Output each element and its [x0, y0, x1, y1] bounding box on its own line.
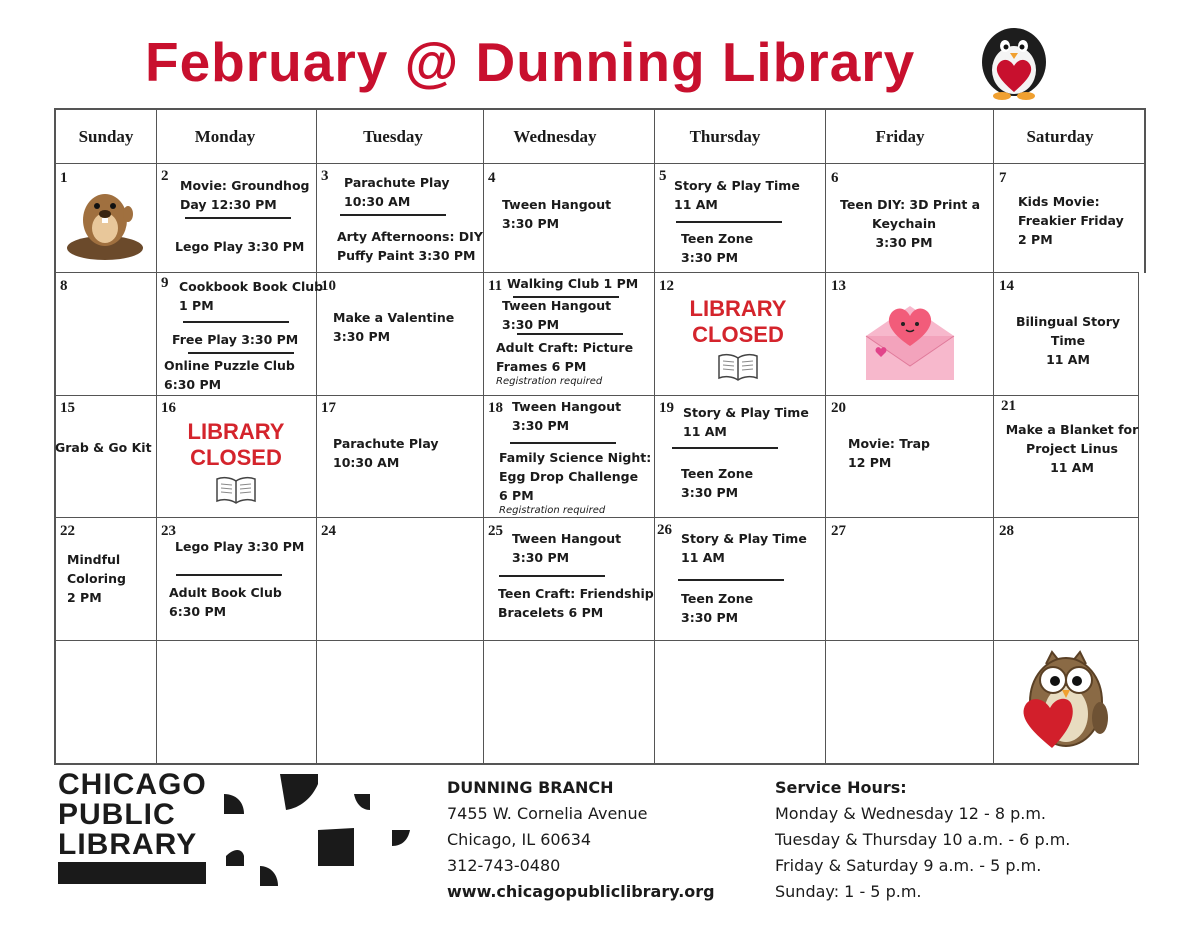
- event-text: Movie: Trap: [848, 436, 930, 451]
- weekday-header: Sunday: [78, 127, 134, 146]
- event: [840, 195, 981, 252]
- event-text: 6 PM: [499, 488, 534, 503]
- library-closed-notice: [683, 296, 793, 382]
- event: [1004, 312, 1132, 369]
- branch-phone: 312-743-0480: [447, 856, 561, 875]
- library-closed-notice: [181, 419, 291, 505]
- event-text: Coloring: [67, 571, 126, 586]
- day-number: 14: [999, 278, 1014, 294]
- logo-text: LIBRARY: [58, 828, 198, 861]
- event-text: Tween Hangout: [512, 531, 622, 546]
- event-text: Cookbook Book Club: [179, 279, 324, 294]
- day-number: 11: [488, 278, 503, 294]
- event-text: 11 AM: [1050, 460, 1094, 475]
- separator: [517, 333, 623, 335]
- event-text: 3:30 PM: [681, 250, 739, 265]
- event-text: Family Science Night:: [499, 450, 652, 465]
- separator: [185, 217, 291, 219]
- event-text: Online Puzzle Club: [164, 358, 295, 373]
- day-number: 28: [999, 523, 1014, 539]
- event: [498, 584, 654, 622]
- event: [681, 529, 807, 567]
- closed-text: LIBRARY: [187, 419, 285, 444]
- event-text: Story & Play Time: [674, 178, 800, 193]
- event: [502, 195, 611, 233]
- valentine-envelope-illustration: [862, 296, 958, 384]
- day-number: 16: [161, 400, 176, 416]
- event-text: 6:30 PM: [169, 604, 227, 619]
- event-text: Tween Hangout: [512, 399, 622, 414]
- closed-text: CLOSED: [190, 445, 282, 470]
- event-text: 3:30 PM: [681, 485, 739, 500]
- event: [175, 537, 304, 556]
- event: [499, 448, 651, 505]
- event-text: Parachute Play: [344, 175, 450, 190]
- logo-graphic-shapes: [220, 770, 420, 890]
- event: [67, 550, 126, 607]
- event: [169, 583, 282, 621]
- groundhog-illustration: [66, 176, 144, 260]
- event-text: Tween Hangout: [502, 197, 612, 212]
- event-text: 11 AM: [674, 197, 718, 212]
- separator: [499, 575, 605, 577]
- event: [496, 338, 633, 376]
- weekday-header: Thursday: [689, 127, 761, 146]
- event-text: Teen DIY: 3D Print a: [840, 197, 981, 212]
- event-text: Puffy Paint 3:30 PM: [337, 248, 476, 263]
- day-number: 5: [659, 168, 667, 184]
- event-text: 3:30 PM: [875, 235, 933, 250]
- event-text: Keychain: [871, 216, 937, 231]
- branch-address: 7455 W. Cornelia Avenue: [447, 804, 648, 823]
- separator: [188, 352, 294, 354]
- separator: [340, 214, 446, 216]
- day-number: 8: [60, 278, 68, 294]
- weekday-header: Saturday: [1026, 127, 1094, 146]
- event-text: Teen Zone: [681, 466, 754, 481]
- branch-name: DUNNING BRANCH: [447, 778, 614, 797]
- event-text: Project Linus: [1026, 441, 1118, 456]
- event: [344, 173, 450, 211]
- event-text: 1 PM: [179, 298, 214, 313]
- event-text: Story & Play Time: [683, 405, 809, 420]
- day-number: 15: [60, 400, 75, 416]
- branch-info: [447, 775, 715, 905]
- logo-text: CHICAGO: [58, 768, 207, 801]
- day-number: 22: [60, 523, 75, 539]
- separator: [183, 321, 289, 323]
- event-text: Teen Craft: Friendship: [498, 586, 654, 601]
- event-text: 11 AM: [681, 550, 725, 565]
- logo-bar: [58, 862, 206, 884]
- event-text: Arty Afternoons: DIY: [337, 229, 483, 244]
- day-number: 25: [488, 523, 503, 539]
- registration-note: Registration required: [496, 376, 603, 387]
- event-text: Make a Blanket for: [1005, 422, 1139, 437]
- event-text: 3:30 PM: [512, 550, 570, 565]
- event-text: 10:30 AM: [333, 455, 400, 470]
- event-text: 6:30 PM: [164, 377, 222, 392]
- weekday-header: Wednesday: [513, 127, 597, 146]
- event-text: 3:30 PM: [502, 317, 560, 332]
- event: [179, 277, 323, 315]
- event: [502, 296, 611, 334]
- day-number: 19: [659, 400, 674, 416]
- branch-city: Chicago, IL 60634: [447, 830, 592, 849]
- event-text: Egg Drop Challenge: [499, 469, 639, 484]
- event-text: Adult Book Club: [169, 585, 282, 600]
- event: [512, 397, 621, 435]
- day-number: 23: [161, 523, 176, 539]
- day-number: 12: [659, 278, 674, 294]
- event: [512, 529, 621, 567]
- event: [333, 308, 454, 346]
- event-text: 11 AM: [1046, 352, 1090, 367]
- chicago-public-library-logo: [58, 770, 207, 860]
- day-number: 3: [321, 168, 329, 184]
- event: [681, 229, 753, 267]
- event-text: Frames 6 PM: [496, 359, 587, 374]
- event-text: Day 12:30 PM: [180, 197, 277, 212]
- event-text: 12 PM: [848, 455, 892, 470]
- event-text: Movie: Groundhog: [180, 178, 310, 193]
- separator: [176, 574, 282, 576]
- day-number: 10: [321, 278, 336, 294]
- logo-text: PUBLIC: [58, 798, 176, 831]
- day-number: 27: [831, 523, 846, 539]
- event-text: Parachute Play: [333, 436, 439, 451]
- weekday-header: Monday: [194, 127, 256, 146]
- event: [172, 330, 298, 349]
- event-text: Story & Play Time: [681, 531, 807, 546]
- event-text: 11 AM: [683, 424, 727, 439]
- day-number: 17: [321, 400, 336, 416]
- day-number: 18: [488, 400, 503, 416]
- open-book-icon: [214, 475, 258, 505]
- event: [681, 464, 753, 502]
- event-text: Grab & Go Kit: [55, 440, 152, 455]
- day-number: 7: [999, 170, 1007, 186]
- open-book-icon: [716, 352, 760, 382]
- day-number: 2: [161, 168, 169, 184]
- separator: [676, 221, 782, 223]
- weekday-header: Friday: [875, 127, 925, 146]
- hours-line: Tuesday & Thursday 10 a.m. - 6 p.m.: [775, 830, 1071, 849]
- event: [337, 227, 483, 265]
- registration-note: Registration required: [499, 505, 606, 516]
- event-text: Walking Club 1 PM: [507, 276, 639, 291]
- event: [175, 237, 304, 256]
- event: [333, 434, 439, 472]
- event: [848, 434, 930, 472]
- owl-heart-illustration: [1018, 650, 1114, 750]
- page-title: February @ Dunning Library: [145, 31, 916, 93]
- event: [1004, 420, 1140, 477]
- event-text: Adult Craft: Picture: [496, 340, 634, 355]
- day-number: 13: [831, 278, 846, 294]
- event: [180, 176, 309, 214]
- event-text: 3:30 PM: [502, 216, 560, 231]
- event: [55, 438, 152, 457]
- separator: [510, 442, 616, 444]
- day-number: 6: [831, 170, 839, 186]
- event: [1018, 192, 1124, 249]
- day-number: 21: [1001, 398, 1016, 414]
- event-text: 2 PM: [1018, 232, 1053, 247]
- event-text: Bracelets 6 PM: [498, 605, 604, 620]
- event-text: Lego Play 3:30 PM: [175, 239, 305, 254]
- hours-line: Sunday: 1 - 5 p.m.: [775, 882, 922, 901]
- event-text: Mindful: [67, 552, 121, 567]
- event: [164, 356, 295, 394]
- website-link[interactable]: www.chicagopubliclibrary.org: [447, 882, 715, 901]
- penguin-heart-illustration: [978, 22, 1050, 100]
- hours-line: Friday & Saturday 9 a.m. - 5 p.m.: [775, 856, 1042, 875]
- hours-heading: Service Hours:: [775, 778, 907, 797]
- event: [681, 589, 753, 627]
- closed-text: LIBRARY: [689, 296, 787, 321]
- event-text: 3:30 PM: [333, 329, 391, 344]
- event-text: Free Play 3:30 PM: [172, 332, 299, 347]
- event-text: 2 PM: [67, 590, 102, 605]
- separator: [678, 579, 784, 581]
- weekday-header: Tuesday: [363, 127, 423, 146]
- event-text: Kids Movie:: [1018, 194, 1100, 209]
- day-number: 20: [831, 400, 846, 416]
- event: [674, 176, 800, 214]
- event-text: Freakier Friday: [1018, 213, 1124, 228]
- event-text: 10:30 AM: [344, 194, 411, 209]
- event: [683, 403, 809, 441]
- hours-line: Monday & Wednesday 12 - 8 p.m.: [775, 804, 1047, 823]
- event: [507, 274, 638, 293]
- event-text: Lego Play 3:30 PM: [175, 539, 305, 554]
- day-number: 9: [161, 275, 169, 291]
- event-text: 3:30 PM: [512, 418, 570, 433]
- separator: [672, 447, 778, 449]
- day-number: 26: [657, 522, 672, 538]
- event-text: Teen Zone: [681, 591, 754, 606]
- day-number: 1: [60, 170, 68, 186]
- closed-text: CLOSED: [692, 322, 784, 347]
- event-text: Tween Hangout: [502, 298, 612, 313]
- event-text: Time: [1050, 333, 1086, 348]
- event-text: Bilingual Story: [1015, 314, 1121, 329]
- event-text: 3:30 PM: [681, 610, 739, 625]
- day-number: 24: [321, 523, 336, 539]
- event-text: Teen Zone: [681, 231, 754, 246]
- day-number: 4: [488, 170, 496, 186]
- event-text: Make a Valentine: [333, 310, 455, 325]
- service-hours: [775, 775, 1070, 905]
